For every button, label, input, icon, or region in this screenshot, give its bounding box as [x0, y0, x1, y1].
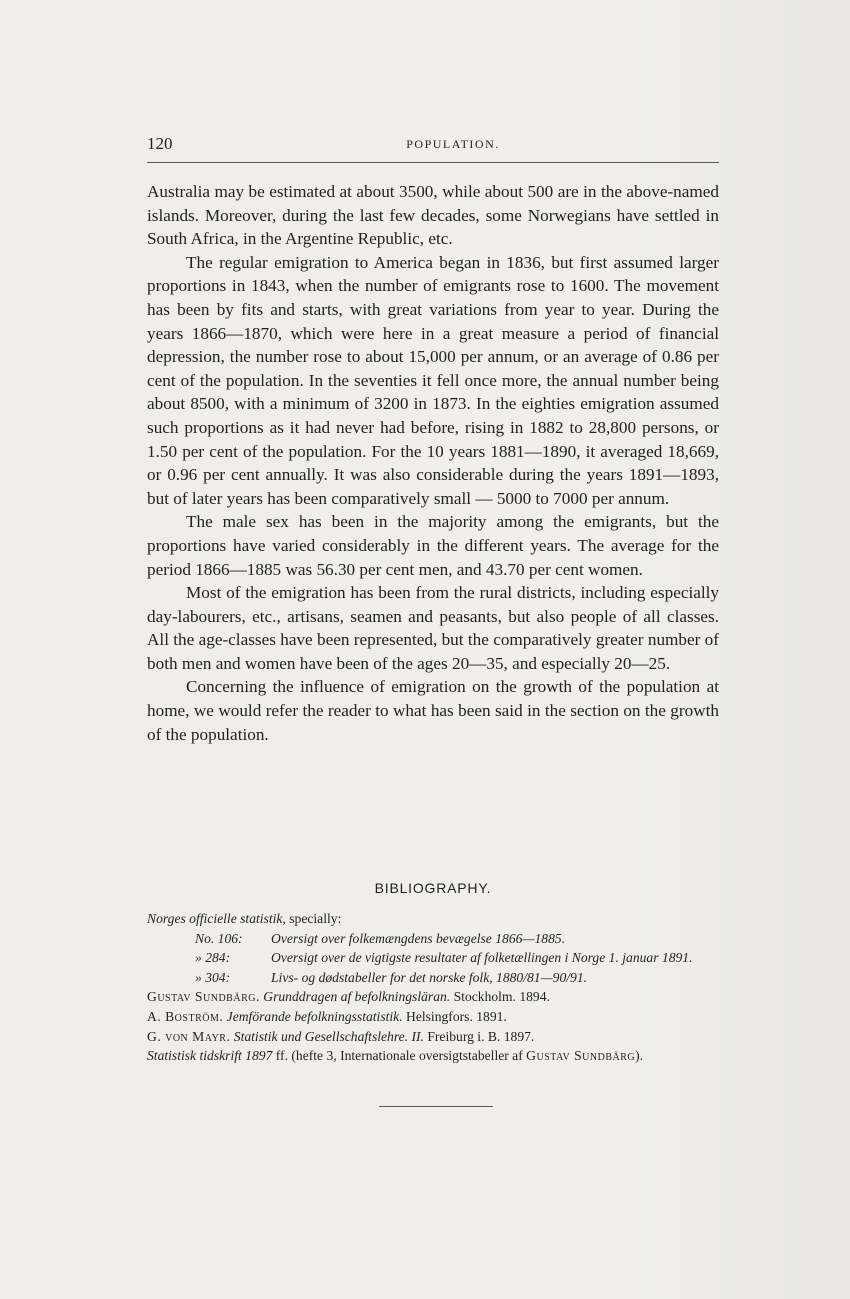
subentry-title: Oversigt over de vigtigste resultater af folketællingen i Norge 1. januar 1891.	[271, 950, 693, 966]
entry-title: Statistik und Gesellschaftslehre. II.	[233, 1028, 424, 1044]
subentry-number: No. 106:	[195, 930, 243, 946]
entry-rest: Helsingfors. 1891.	[406, 1008, 507, 1024]
end-rule	[379, 1106, 493, 1107]
page-number: 120	[147, 134, 173, 153]
entry-rest: ff. (hefte 3, Internationale oversigtstabeller af	[272, 1048, 527, 1064]
entry-title: Jemförande befolkningsstatistik.	[226, 1008, 403, 1024]
entry-title: Statistisk tidskrift 1897	[147, 1048, 273, 1064]
subentry-title: Oversigt over folkemængdens bevægelse 1866—1885.	[271, 930, 566, 946]
bibliography-entry	[147, 1046, 719, 1066]
bibliography-subentry	[147, 929, 719, 949]
bibliography-entry	[147, 1007, 719, 1027]
entry-title: Grunddragen af befolkningsläran.	[263, 989, 451, 1005]
paragraph: The male sex has been in the majority among the emigrants, but the proportions have varied considerably in the different years. The average for the period 1866—1885 was 56.30 per cent men, and 43.70 per cent women.	[147, 512, 719, 579]
entry-rest: Freiburg i. B. 1897.	[427, 1028, 535, 1044]
bibliography-entry	[147, 1027, 719, 1047]
body-text	[147, 180, 719, 746]
entry-tail: ).	[635, 1048, 644, 1064]
subentry-number: » 304:	[195, 969, 231, 985]
entry-title: Norges officielle statistik,	[147, 911, 286, 926]
subentry-title: Livs- og dødstabeller for det norske folk, 1880/81—90/91.	[271, 969, 588, 985]
paragraph: Most of the emigration has been from the rural districts, including especially day-labourers, etc., artisans, seamen and peasants, but also people of all classes. All the age-classes have been represented, but the comparatively greater number of both men and women have been of the ages 20—35, and especially 20—25.	[147, 583, 719, 673]
header-rule	[147, 162, 719, 163]
paragraph: The regular emigration to America began in 1836, but first assumed larger proportions in 1843, when the number of emigrants rose to 1600. The movement has been by fits and starts, with great variations from year to year. During the years 1866—1870, which were here in a great measure a period of financial depression, the number rose to about 15,000 per annum, or an average of 0.86 per cent of the population. In the seventies it fell once more, the annual number being about 8500, with a minimum of 3200 in 1873. In the eighties emigration assumed such proportions as it had never had before, rising in 1882 to 28,800 persons, or 1.50 per cent of the population. For the 10 years 1881—1890, it averaged 18,669, or 0.96 per cent annually. It was also considerable during the years 1891—1893, but of later years has been comparatively small — 5000 to 7000 per annum.	[147, 252, 719, 508]
bibliography-list	[147, 909, 719, 1066]
bibliography-heading: BIBLIOGRAPHY.	[374, 880, 492, 896]
paragraph: Australia may be estimated at about 3500, while about 500 are in the above-named islands. Moreover, during the last few decades, some Norwegians have settled in South Africa, in the Argentine Republic, etc.	[147, 182, 719, 249]
paragraph: Concerning the influence of emigration on the growth of the population at home, we would refer the reader to what has been said in the section on the growth of the population.	[147, 677, 719, 744]
entry-author: G. von Mayr.	[147, 1028, 231, 1044]
bibliography-subentry	[147, 948, 719, 968]
entry-author: Gustav Sundbärg.	[147, 989, 260, 1005]
page-header	[147, 134, 719, 160]
bibliography-entry	[147, 909, 719, 929]
bibliography-subentry	[147, 968, 719, 988]
entry-rest: specially:	[285, 911, 342, 926]
entry-rest: Stockholm. 1894.	[453, 989, 550, 1005]
bibliography-entry	[147, 987, 719, 1007]
entry-author: A. Boström.	[147, 1008, 224, 1024]
running-title: POPULATION.	[406, 137, 500, 151]
subentry-number: » 284:	[195, 950, 231, 966]
entry-author: Gustav Sundbärg	[526, 1048, 636, 1064]
